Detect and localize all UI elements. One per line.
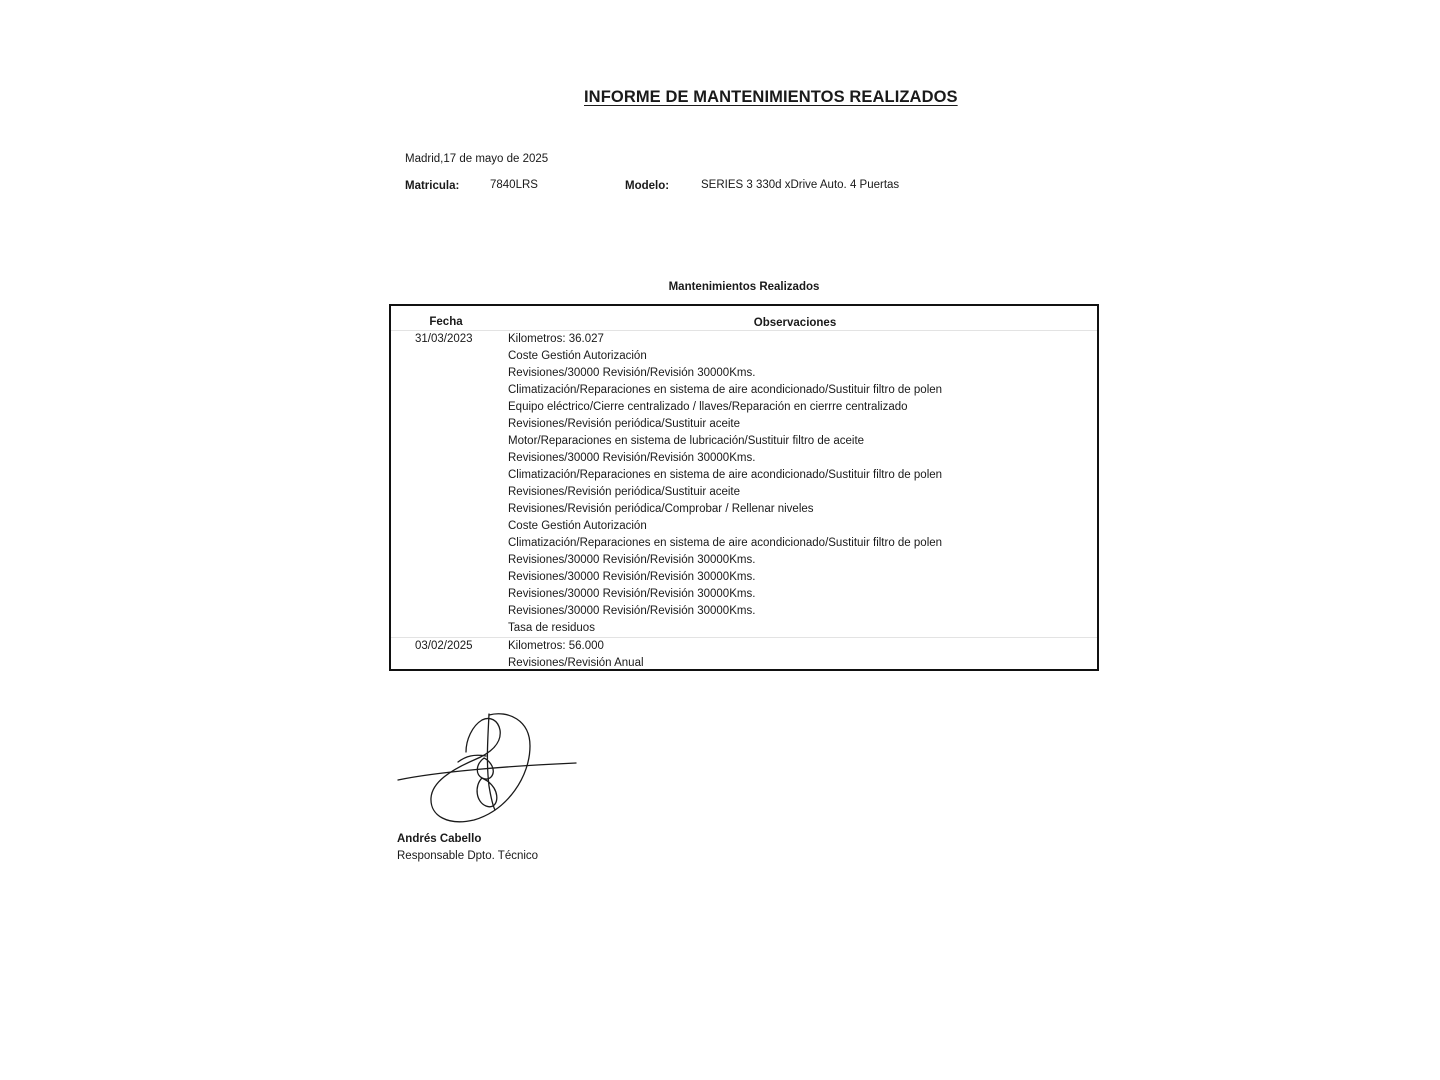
entry-observations <box>508 638 1097 672</box>
observation-line: Revisiones/30000 Revisión/Revisión 30000Kms. <box>508 367 756 379</box>
observation-line: Climatización/Reparaciones en sistema de aire acondicionado/Sustituir filtro de polen <box>508 469 943 481</box>
matricula-label: Matricula: <box>405 180 460 192</box>
observation-line: Kilometros: 36.027 <box>508 333 604 345</box>
observation-line: Revisiones/30000 Revisión/Revisión 30000Kms. <box>508 588 756 600</box>
table-body <box>391 331 1097 672</box>
observation-line: Kilometros: 56.000 <box>508 640 604 652</box>
observation-line: Motor/Reparaciones en sistema de lubricación/Sustituir filtro de aceite <box>508 435 865 447</box>
observation-line: Climatización/Reparaciones en sistema de aire acondicionado/Sustituir filtro de polen <box>508 384 943 396</box>
modelo-value: SERIES 3 330d xDrive Auto. 4 Puertas <box>701 179 900 191</box>
report-title: INFORME DE MANTENIMIENTOS REALIZADOS <box>584 88 958 106</box>
observation-line: Revisiones/30000 Revisión/Revisión 30000Kms. <box>508 605 756 617</box>
table-row <box>391 637 1097 672</box>
observation-line: Climatización/Reparaciones en sistema de aire acondicionado/Sustituir filtro de polen <box>508 537 943 549</box>
observation-line: Revisiones/Revisión Anual <box>508 657 644 669</box>
column-header-observaciones: Observaciones <box>753 317 837 329</box>
observation-line: Revisiones/Revisión periódica/Comprobar / Rellenar niveles <box>508 503 814 515</box>
observation-line: Coste Gestión Autorización <box>508 350 647 362</box>
modelo-label: Modelo: <box>625 180 670 192</box>
observation-line: Equipo eléctrico/Cierre centralizado / llaves/Reparación en cierrre centralizado <box>508 401 908 413</box>
observation-line: Revisiones/30000 Revisión/Revisión 30000Kms. <box>508 554 756 566</box>
observation-line: Revisiones/Revisión periódica/Sustituir aceite <box>508 486 741 498</box>
maintenance-table <box>389 304 1099 671</box>
observation-line: Revisiones/Revisión periódica/Sustituir aceite <box>508 418 741 430</box>
observation-line: Tasa de residuos <box>508 622 595 634</box>
column-header-fecha: Fecha <box>429 316 463 328</box>
observation-line: Revisiones/30000 Revisión/Revisión 30000Kms. <box>508 452 756 464</box>
signer-role: Responsable Dpto. Técnico <box>397 850 539 862</box>
place-date: Madrid,17 de mayo de 2025 <box>405 153 549 165</box>
observation-line: Revisiones/30000 Revisión/Revisión 30000Kms. <box>508 571 756 583</box>
table-row <box>391 331 1097 637</box>
signer-name: Andrés Cabello <box>397 833 482 845</box>
table-header <box>391 306 1097 331</box>
section-title: Mantenimientos Realizados <box>668 281 820 293</box>
observation-line: Coste Gestión Autorización <box>508 520 647 532</box>
signature-image <box>396 706 578 830</box>
entry-observations <box>508 331 1097 637</box>
entry-date: 03/02/2025 <box>415 640 473 652</box>
matricula-value: 7840LRS <box>490 179 538 191</box>
entry-date: 31/03/2023 <box>415 333 473 345</box>
